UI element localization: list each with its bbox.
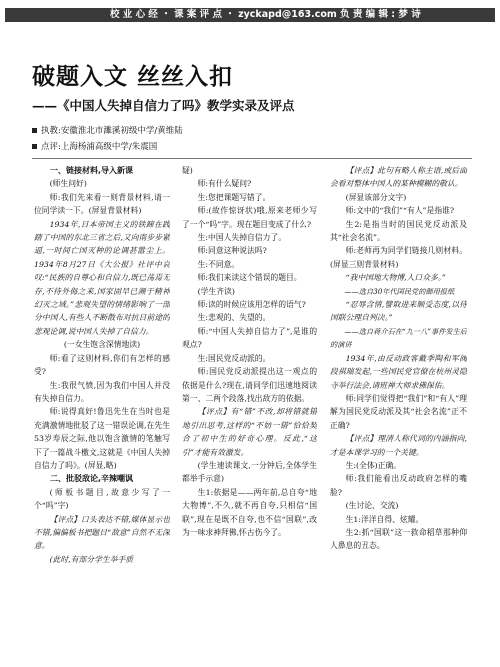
paragraph: 师:同学们觉得把“我们”和“有人”理解为国民党反动派及其“社会名流”正不正确?	[330, 393, 467, 430]
paragraph: (师板书题目,故意少写了一个“吗”字)	[34, 487, 170, 511]
paragraph: (此时,有部分学生举手质	[49, 554, 134, 564]
author-teacher	[32, 124, 183, 136]
author-reviewer-text: 点评:上海杨浦高级中学/朱震国	[41, 142, 158, 152]
paragraph: 师:读的时候应该用怎样的语气?	[197, 300, 306, 310]
paragraph: 生:不同意。	[197, 259, 240, 269]
paragraph: 师:有什么疑问?	[197, 179, 252, 189]
paragraph: 生2:抓“国联”这一救命稻草那种仰人鼻息的丑态。	[330, 527, 467, 551]
paragraph: 生:悲观的、失望的。	[197, 313, 271, 323]
author-reviewer	[32, 140, 157, 152]
paragraph: 师:文中的“我们”“有人”是指谁?	[345, 206, 455, 216]
paragraph: 1934年,由反动政客戴季陶和军阀段祺瑞发起,一些国民党官僚在杭州灵隐寺举行法会,请班禅大师求佛保佑。	[330, 353, 467, 390]
author-teacher-text: 执教:安徽淮北市濉溪初级中学/黄维陆	[41, 126, 183, 136]
quote: “忍辱含情,譬取进来顺受态度,以待国联公理自判决。”	[330, 300, 467, 323]
paragraph: 生:(全体)正确。	[345, 460, 402, 470]
paragraph: 生1:依据是——两年前,总自夸“地大物博”,不久,就不再自夸,只相信“国联”,现在是既不自夸,也不信“国联”,改为一味求神拜佛,怀古伤今了。	[182, 487, 317, 537]
column-middle	[182, 164, 317, 664]
paragraph: (屏显该部分文字)	[345, 192, 407, 202]
column-right	[330, 164, 467, 664]
paragraph: 师:国民党反动派提出这一观点的依据是什么?现在,请同学们迅速地阅读第一、二两个段落,找出敌方的依据。	[182, 367, 317, 403]
paragraph: 师:“中国人失掉自信力了”,是谁的观点?	[182, 326, 317, 350]
paragraph: (师生问好)	[49, 179, 87, 189]
quote-source: ——选自30年代国民党的御用报纸	[344, 286, 455, 296]
square-bullet-icon	[32, 144, 37, 149]
paragraph: 生1:洋洋自得、炫耀。	[345, 514, 424, 524]
paragraph: 师:我们来读这个错误的题目。	[197, 273, 302, 283]
quote: “我中国地大物博,人口众多。”	[345, 273, 446, 283]
article-title: 破题入文 丝丝入扣	[32, 64, 234, 90]
paragraph: 师:看了这则材料,你们有怎样的感受?	[34, 353, 170, 377]
paragraph: (学生齐读)	[197, 286, 235, 296]
paragraph: 师:同意这种说法吗?	[197, 246, 267, 256]
paragraph: 生:国民党反动派的。	[197, 353, 271, 363]
section-heading: 二、批驳敌论,辛辣嘲讽	[50, 474, 134, 484]
comment-paragraph: 【评点】此句有略人称主语,或后面会看对整体中国人的某种模糊的敬认。	[330, 166, 467, 189]
paragraph: 生:中国人失掉自信力了。	[197, 233, 286, 243]
column-left	[34, 164, 170, 664]
paragraph: 师:我们先来看一则背景材料,请一位同学读一下。(屏显背景材料)	[34, 192, 170, 216]
paragraph: 生:您把课题写错了。	[197, 192, 271, 202]
paragraph: (生讨论、交流)	[345, 501, 399, 511]
paragraph: 师:(故作惊讶状)哦,原来老师少写了一个“吗”字。现在题目变成了什么?	[182, 206, 317, 229]
paragraph: 生2:是指当时的国民党反动派及其“社会名流”。	[330, 219, 467, 243]
divider	[32, 158, 472, 159]
comment-paragraph: 【评点】理清人称代词的内涵指向,才是本课学习的一个关键。	[330, 434, 467, 457]
paragraph: 1934年,日本帝国主义的铁蹄在践踏了中国的东北三省之后,又向南步步紧逼,一时间亡国灭种的论调甚嚣尘上。1934年8月27日《大公报》社评中哀叹:“民族的自尊心和自信力,既已荡焉无存,不待外侮之来,国家固早已濒于精神幻灭之域。”悲观失望的情绪影响了一部分中国人,有些人不断散布对抗日前途的悲观论调,说中国人失掉了自信力。	[34, 219, 170, 336]
header-text: 校 业 心 经 ・ 课 案 评 点 ・ zyckapd@163.com 负 责 编 辑 : 梦 诗	[110, 9, 421, 20]
comment-paragraph: 【评点】口头表达不错,媒体显示也不错,偏偏板书把题目“敌意”自然不无深意。	[34, 514, 170, 551]
section-heading: 一、链接材料,导入新课	[50, 166, 134, 175]
paragraph: 疑)	[182, 166, 193, 175]
paragraph: (学生速读课文,一分钟后,全体学生都举手示意)	[182, 460, 317, 484]
comment-paragraph: 【评点】有“错”不改,却将错就错地引出思考,这样的“不妨一错”恰恰契合了初中生的好奇心理。反此,“这引”才能有效激发。	[182, 407, 317, 457]
paragraph: 师:老师再为同学们链接几则材料。(屏显三则背景材料)	[330, 246, 467, 269]
article-subtitle: ——《中国人失掉自信力了吗》教学实录及评点	[32, 98, 295, 113]
paragraph: (一女生饱含深情地读)	[63, 340, 141, 350]
paragraph: 师:说得真好!鲁迅先生在当时也是充满激情地批驳了这一错误论调,在先生53岁寿辰之际,他以饱含激情的笔触写下了一篇战斗檄文,这就是《中国人失掉自信力了吗》。(屏显,略)	[34, 407, 170, 470]
square-bullet-icon	[32, 128, 37, 133]
quote-source: ——选自蒋介石在“九一八”事件发生后的演讲	[330, 326, 467, 350]
paragraph: 生:我很气愤,因为我们中国人并没有失掉自信力。	[34, 380, 170, 403]
paragraph: 师:我们能看出反动政府怎样的嘴脸?	[330, 474, 467, 497]
page-header	[0, 0, 500, 30]
